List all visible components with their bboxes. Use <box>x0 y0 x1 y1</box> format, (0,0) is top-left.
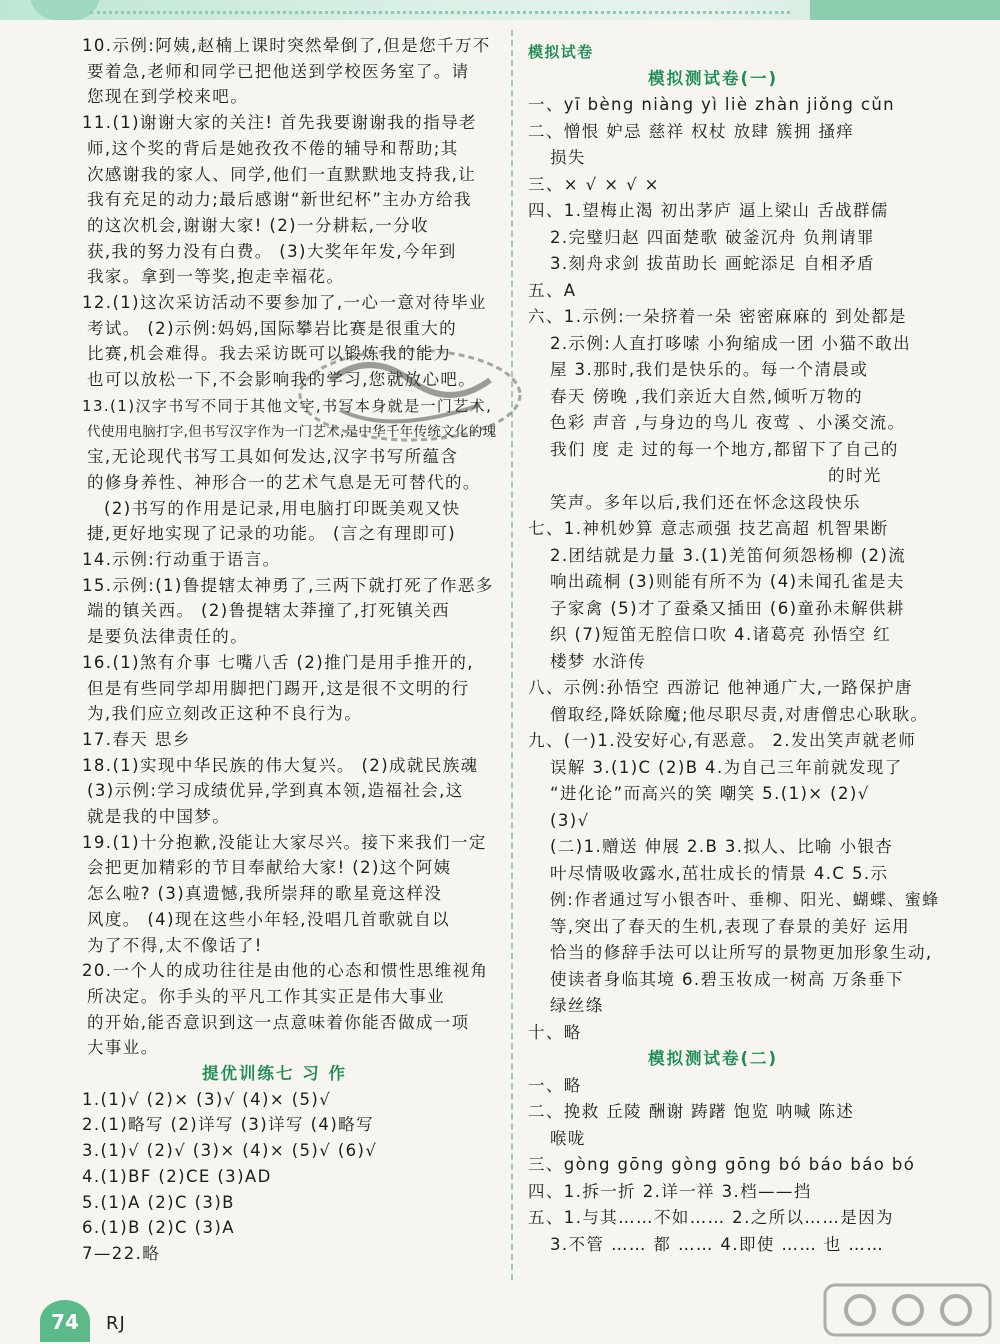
answer-line: 五、A <box>528 280 577 300</box>
answer-line: 19.(1)十分抱歉,没能让大家尽兴。接下来我们一定 <box>82 832 487 852</box>
answer-line: 春天 傍晚 ,我们亲近大自然,倾听万物的 <box>550 386 863 406</box>
answer-line: 子家禽 (5)才了蚕桑又插田 (6)童孙未解供耕 <box>550 598 905 618</box>
answer-line: 四、1.望梅止渴 初出茅庐 逼上梁山 舌战群儒 <box>528 201 889 220</box>
answer-line: 18.(1)实现中华民族的伟大复兴。 (2)成就民族魂 <box>82 755 479 775</box>
answer-line: 的开始,能否意识到这一点意味着你能否做成一项 <box>87 1012 470 1032</box>
answer-line: 12.(1)这次采访活动不要参加了,一心一意对待毕业 <box>82 293 487 312</box>
answer-line: 三、× √ × √ × <box>528 174 660 194</box>
answer-line: 三、gòng gōng gòng gōng bó báo báo bó <box>528 1155 916 1174</box>
answer-line: 喉咙 <box>550 1128 586 1148</box>
answer-line: 4.(1)BF (2)CE (3)AD <box>82 1166 272 1186</box>
section-heading: 模拟测试卷(一) <box>648 68 779 88</box>
answer-line: 楼梦 水浒传 <box>550 651 647 671</box>
corner-swirl-decoration <box>30 0 100 20</box>
answer-line: 九、(一)1.没安好心,有恶意。 2.发出笑声就老师 <box>528 731 917 750</box>
answer-line: 四、1.拆一折 2.详一祥 3.档——挡 <box>528 1181 812 1201</box>
answer-line: 恰当的修辞手法可以让所写的景物更加形象生动, <box>550 943 933 962</box>
answer-line: 十、略 <box>528 1022 582 1042</box>
answer-line: 二、挽救 丘陵 酬谢 踌躇 饱览 呐喊 陈述 <box>528 1102 855 1121</box>
answer-line: 比赛,机会难得。我去采访既可以锻炼我的能力 <box>87 344 452 364</box>
answer-line: 会把更加精彩的节目奉献给大家! (2)这个阿姨 <box>87 858 452 878</box>
answer-line: 3.刻舟求剑 拔苗助长 画蛇添足 自相矛盾 <box>550 254 875 273</box>
section-heading: 模拟测试卷(二) <box>648 1049 779 1068</box>
answer-line: 风度。 (4)现在这些小年轻,没唱几首歌就自以 <box>87 909 451 929</box>
answer-line: 15.示例:(1)鲁提辖太神勇了,三两下就打死了作恶多 <box>82 575 494 595</box>
answer-line: 10.示例:阿姨,赵楠上课时突然晕倒了,但是您千万不 <box>82 36 491 55</box>
answer-line: 2.团结就是力量 3.(1)羌笛何须怨杨柳 (2)流 <box>550 545 907 565</box>
answer-line: 的这次机会,谢谢大家! (2)一分耕耘,一分收 <box>87 215 429 235</box>
answer-line: 宝,无论现代书写工具如何发达,汉字书写所蕴含 <box>87 447 459 467</box>
answer-line: 所决定。你手头的平凡工作其实正是伟大事业 <box>87 986 445 1006</box>
answer-line: (二)1.赠送 伸展 2.B 3.拟人、比喻 小银杏 <box>550 837 894 856</box>
answer-line: 误解 3.(1)C (2)B 4.为自己三年前就发现了 <box>550 757 903 777</box>
answer-line: 我们 度 走 过的每一个地方,都留下了自己的 <box>550 439 899 459</box>
edition-label: RJ <box>106 1313 126 1334</box>
answer-line: 叶尽情吸收露水,茁壮成长的情景 4.C 5.示 <box>550 863 889 883</box>
watermark-stamp-icon <box>290 340 530 450</box>
answer-line: 7—22.略 <box>82 1243 161 1263</box>
answer-line: 笑声。多年以后,我们还在怀念这段快乐 <box>550 492 861 512</box>
answer-line: 六、1.示例:一朵挤着一朵 密密麻麻的 到处都是 <box>528 307 907 326</box>
site-logo-icon <box>820 1280 995 1340</box>
answer-line: (3)√ <box>550 810 590 830</box>
answer-line: 3.(1)√ (2)√ (3)× (4)× (5)√ (6)√ <box>82 1141 378 1161</box>
answer-line: 11.(1)谢谢大家的关注! 首先我要谢谢我的指导老 <box>82 113 477 133</box>
answer-line: 的时光 <box>828 466 882 485</box>
answer-line: 20.一个人的成功往往是由他的心态和惯性思维视角 <box>82 961 489 981</box>
answer-line: 为了不得,太不像话了! <box>87 935 263 955</box>
answer-line: 就是我的中国梦。 <box>87 807 231 826</box>
answer-line: 僧取经,降妖除魔;他尽职尽责,对唐僧忠心耿耿。 <box>550 704 929 724</box>
answer-line: 是要负法律责任的。 <box>87 627 249 647</box>
answer-line: 2.完璧归赵 四面楚歌 破釜沉舟 负荆请罪 <box>550 227 875 247</box>
answer-line: (3)示例:学习成绩优异,学到真本领,造福社会,这 <box>87 781 464 801</box>
answer-line: 师,这个奖的背后是她孜孜不倦的辅导和帮助;其 <box>87 138 459 158</box>
answer-line: 2.(1)略写 (2)详写 (3)详写 (4)略写 <box>82 1115 374 1135</box>
dotted-border <box>90 11 790 14</box>
answer-line: 八、示例:孙悟空 西游记 他神通广大,一路保护唐 <box>528 678 913 697</box>
column-divider <box>511 30 513 1280</box>
answer-line: 屋 3.那时,我们是快乐的。每一个清晨或 <box>550 360 869 379</box>
answer-line: 17.春天 思乡 <box>82 729 191 749</box>
answer-line: 一、yī bèng niàng yì liè zhàn jiǒng cǔn <box>528 95 896 114</box>
header-color-tab <box>810 0 1000 20</box>
answer-line: 考试。 (2)示例:妈妈,国际攀岩比赛是很重大的 <box>87 318 458 338</box>
answer-line: “进化论”而高兴的笑 嘲笑 5.(1)× (2)√ <box>550 784 870 803</box>
section-heading: 提优训练七 习 作 <box>202 1064 347 1083</box>
answer-line: 我有充足的动力;最后感谢“新世纪杯”主办方给我 <box>87 190 472 210</box>
answer-line: 我家。拿到一等奖,抱走幸福花。 <box>87 267 345 287</box>
answer-line: 七、1.神机妙算 意志顽强 技艺高超 机智果断 <box>528 519 889 538</box>
top-decorative-band <box>0 0 1000 20</box>
answer-line: 3.不管 …… 都 …… 4.即使 …… 也 …… <box>550 1234 885 1254</box>
answer-line: 五、1.与其……不如…… 2.之所以……是因为 <box>528 1208 894 1227</box>
section-label: 模拟试卷 <box>528 43 594 61</box>
answer-line: 2.示例:人直打哆嗦 小狗缩成一团 小猫不敢出 <box>550 333 911 353</box>
answer-line: 6.(1)B (2)C (3)A <box>82 1218 235 1238</box>
answer-line: 1.(1)√ (2)× (3)√ (4)× (5)√ <box>82 1089 332 1109</box>
answer-line: 端的镇关西。 (2)鲁提辖太莽撞了,打死镇关西 <box>87 601 451 621</box>
answer-line: 16.(1)煞有介事 七嘴八舌 (2)推门是用手推开的, <box>82 652 474 672</box>
answer-line: 大事业。 <box>87 1038 159 1058</box>
answer-line: 响出疏桐 (3)则能有所不为 (4)未闻孔雀是夫 <box>550 572 905 591</box>
answer-line: 获,我的努力没有白费。 (3)大奖年年发,今年到 <box>87 241 457 261</box>
answer-line: 次感谢我的家人、同学,他们一直默默地支持我,让 <box>87 164 477 184</box>
answer-line: 例:作者通过写小银杏叶、垂柳、阳光、蝴蝶、蜜蜂 <box>550 890 940 909</box>
page-number-badge: 74 <box>40 1300 90 1342</box>
answer-line: 您现在到学校来吧。 <box>87 87 249 107</box>
answer-line: 为,我们应立刻改正这种不良行为。 <box>87 704 363 724</box>
answer-line: 怎么啦? (3)真遗憾,我所崇拜的歌星竟这样没 <box>87 884 443 904</box>
answer-line: 13.(1)汉字书写不同于其他文字,书写本身就是一门艺术, <box>82 396 493 415</box>
answer-line: 绿丝绦 <box>550 996 604 1015</box>
answer-line: 织 (7)短笛无腔信口吹 4.诸葛亮 孙悟空 红 <box>550 625 892 644</box>
answer-line: 使读者身临其境 6.碧玉妆成一树高 万条垂下 <box>550 969 905 989</box>
answer-line: 二、憎恨 妒忌 慈祥 权杖 放肆 簇拥 搔痒 <box>528 121 855 141</box>
answer-line: 但是有些同学却用脚把门踢开,这是很不文明的行 <box>87 678 470 698</box>
answer-line: 代使用电脑打字,但书写汉字作为一门艺术,是中华千年传统文化的瑰 <box>87 423 497 440</box>
answer-line: 色彩 声音 ,与身边的鸟儿 夜莺 、小溪交流。 <box>550 413 906 432</box>
answer-line: 也可以放松一下,不会影响我的学习,您就放心吧。 <box>87 370 477 390</box>
answer-line: 等,突出了春天的生机,表现了春景的美好 运用 <box>550 916 911 936</box>
answer-line: 14.示例:行动重于语言。 <box>82 550 281 569</box>
answer-line: 捷,更好地实现了记录的功能。 (言之有理即可) <box>87 524 457 544</box>
answer-line: 损失 <box>550 148 586 167</box>
answer-line: 5.(1)A (2)C (3)B <box>82 1192 235 1212</box>
answer-line: 一、略 <box>528 1075 582 1095</box>
answer-line: 要着急,老师和同学已把他送到学校医务室了。请 <box>87 61 470 81</box>
answer-line: (2)书写的作用是记录,用电脑打印既美观又快 <box>104 498 461 518</box>
answer-line: 的修身养性、神形合一的艺术气息是无可替代的。 <box>87 472 481 492</box>
